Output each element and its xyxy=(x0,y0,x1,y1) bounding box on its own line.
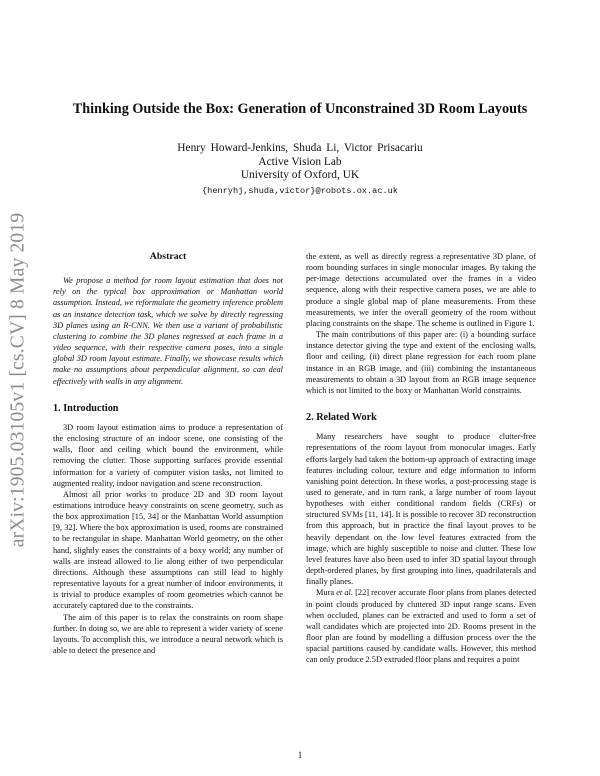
related-paragraph-2 xyxy=(306,587,536,665)
affiliation-university: University of Oxford, UK xyxy=(240,169,360,182)
section-introduction-heading: 1. Introduction xyxy=(53,402,119,414)
right-column xyxy=(306,251,536,665)
arxiv-id: arXiv:1905.03105v1 [cs.CV] 8 May 2019 xyxy=(7,212,28,548)
related-paragraph-2-text: [22] recover accurate floor plans from planes detected in point clouds produced by cluttered 3D input range scans. Even when occluded, planes can be extracted and used to form a set of wall candidates which are projected into 2D. Rooms present in the floor plan are found by modelling a diffusion process over the the spacial partitions caused by candidate walls. However, this method can only produce 2.5D extruded floor plans and requires a point xyxy=(306,588,536,665)
intro-continued-paragraph: the extent, as well as directly regress a representative 3D plane, of room bounding surfaces in single monocular images. By taking the per-image detections accumulated over the frames in a video sequence, along with their respective camera poses, we are able to produce a single global map of plane measurements. From these measurements, we infer the overall geometry of the room without placing constraints on the shape. The scheme is outlined in Figure 1. xyxy=(306,252,536,328)
affiliation-lab: Active Vision Lab xyxy=(258,155,342,168)
contributions-paragraph: The main contributions of this paper are: (i) a bounding surface instance detector giving the type and extent of the enclosing walls, floor and ceiling, (ii) direct plane regression for each room plane instance in an RGB image, and (iii) combining the instantaneous measurements to obtain a 3D layout from an RGB image sequence which is not limited to the boxy or Manhattan World constraints. xyxy=(306,330,536,395)
abstract-text: We propose a method for room layout estimation that does not rely on the typical box approximation or Manhattan world assumption. Instead, we reformulate the geometry inference problem as an instance detection task, which we solve by directly regressing 3D planes using an R-CNN. We then use a variant of probabilistic clustering to combine the 3D planes regressed at each frame in a video sequence, with their respective camera poses, into a single global 3D room layout estimate. Finally, we showcase results which make no assumptions about perpendicular alignment, so can deal effectively with walls in any alignment. xyxy=(53,276,283,386)
abstract-heading: Abstract xyxy=(149,251,187,262)
related-etal: et al. xyxy=(336,588,353,598)
related-paragraph-1: Many researchers have sought to produce clutter-free representations of the room layout from monocular images. Early efforts largely had taken the bottom-up approach of extracting image features including colour, texture and edge information to inform vanishing point detection. In these works, a post-processing stage is used to generate, and in turn rank, a large number of room layout hypotheses with either conditional random fields (CRFs) or structured SVMs [11, 14]. It is possible to recover 3D reconstruction from this approach, but in practice the final layout proves to be heavily dependant on the low level features extracted from the image, which are highly susceptible to noise and clutter. These low level features have also been used to infer 3D spatial layout through depth-ordered planes, by first grouping into lines, quadrilaterals and finally planes. xyxy=(306,432,536,587)
intro-paragraph-3: The aim of this paper is to relax the constraints on room shape further. In doing so, we are able to represent a wider variety of scene layouts. To accomplish this, we introduce a neural network which is able to detect the presence and xyxy=(53,612,283,655)
left-column xyxy=(53,251,283,656)
paper-title: Thinking Outside the Box: Generation of Unconstrained 3D Room Layouts xyxy=(72,101,528,117)
arxiv-watermark xyxy=(4,170,32,590)
author-names: Henry Howard-Jenkins, Shuda Li, Victor Prisacariu xyxy=(177,142,423,154)
intro-paragraph-1: 3D room layout estimation aims to produce a representation of the enclosing structure of an indoor scene, one consisting of the walls, floor and ceiling which bound the environment, while removing the clutter. Those supporting surfaces provide essential information for a variety of computer vision tasks, not limited to augmented reality, indoor navigation and scene reconstruction. xyxy=(53,422,283,488)
section-related-work-heading: 2. Related Work xyxy=(306,412,377,424)
related-author: Mura xyxy=(316,588,337,598)
page-number: 1 xyxy=(297,750,303,760)
author-email: {henryhj,shuda,victor}@robots.ox.ac.uk xyxy=(202,185,398,196)
intro-paragraph-2: Almost all prior works to produce 2D and 3D room layout estimations introduce heavy constraints on scene geometry, such as the box approximation [15, 34] or the Manhattan World assumption [9, 32]. Where the box approximation is used, rooms are constrained to be rectangular in shape. Manhattan World geometry, on the other hand, slightly eases the constraints of a boxy world; any number of walls are instead allowed to lie along either of two perpendicular directions. Although these assumptions can still lead to highly representative layouts for a great number of indoor environments, it is trivial to produce examples of room geometries which cannot be accurately captured due to the constraints. xyxy=(53,489,283,611)
author-block xyxy=(0,142,600,198)
